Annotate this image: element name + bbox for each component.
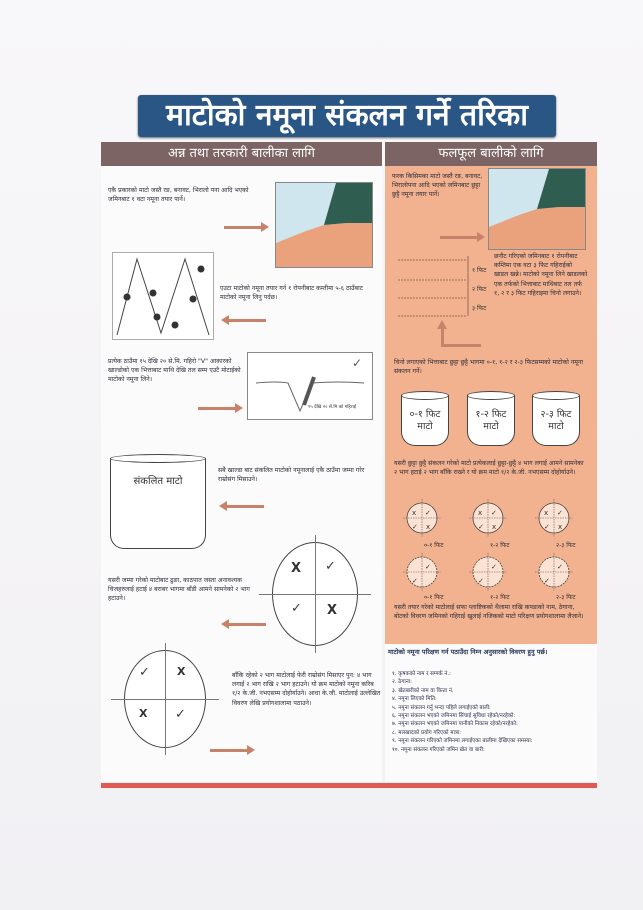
cross-mark: X: [139, 707, 148, 720]
page-title: माटोको नमूना संकलन गर्ने तरिका: [166, 98, 528, 133]
cup-0-1: [401, 395, 449, 446]
right-step-4: यसरी छुट्टा छुट्टै संकलन गरेको माटो प्रत्येकलाई छुट्टा-छुट्टै ४ भाग लगाई आमने सामनेका २ भाग हटाई २ भाग बाँकि राख्ने र यो क्रम माटो १/२ के.जी. नभएसम्म दोहोर्याउने।: [394, 460, 584, 477]
right-step-1: फरक किसिमका माटो जस्तै रङ, बनावट, भिरालोपना आदि भएको जमिनबाट छुट्टा छुट्टै नमूना तयार पार्ने।: [392, 173, 483, 199]
info-list: [392, 670, 596, 754]
cup-label: ०-१ फिट माटो: [409, 409, 441, 432]
header-grain-vegetable: अन्न तथा तरकारी बालीका लागि: [101, 142, 382, 166]
bottom-rule: [101, 783, 597, 788]
bucket-collected-soil: [110, 458, 206, 549]
svg-text:x: x: [492, 523, 497, 531]
svg-text:x: x: [426, 523, 431, 531]
sampling-zigzag: [112, 252, 214, 340]
info-item-8: ८. मलखादको प्रयोग गरिएको मात्रा:: [392, 729, 462, 736]
svg-text:x: x: [412, 509, 417, 517]
zigzag-icon: [113, 253, 213, 339]
arrow-up-base: [441, 344, 481, 347]
tick-mark: ✓: [139, 665, 150, 680]
info-item-9: ९. नमूना संकलन गरिएको जमिनमा लगाईएका बालीमा देखिएका समस्या:: [392, 738, 533, 745]
quarter-circle-icon: [534, 552, 574, 592]
left-step-1: एकै प्रकारको माटो जस्तै रङ, बनावट, भिरालो पना आदि भएको जमिनबाट १ वटा नमूना तयार पार्ने।: [108, 187, 249, 204]
svg-text:✓: ✓: [478, 577, 484, 585]
v-cut-caption: १५ देखि २० से.मि को गहिराई: [308, 405, 357, 410]
quarter-divider-v: [165, 643, 166, 755]
svg-text:x: x: [558, 523, 563, 531]
info-item-5: ५. नमूना संकलन गर्नु भन्दा पहिले लगाईएको बाली:: [392, 704, 491, 711]
info-heading: माटोको नमूना परिक्षण गर्न पठाउँदा निम्न अनुसारको विवरण हुनु पर्छ।: [388, 648, 548, 656]
svg-text:✓: ✓: [544, 577, 550, 585]
svg-text:✓: ✓: [478, 523, 484, 531]
tick-mark: ✓: [175, 707, 186, 722]
circle-label-2a: १-२ फिट: [490, 542, 510, 549]
cross-mark: X: [327, 603, 338, 618]
circle-label-3a: २-३ फिट: [556, 542, 576, 549]
small-circle-1: [402, 498, 442, 538]
arrow-left-3: [228, 623, 266, 626]
quarter-divider-v: [315, 535, 316, 653]
svg-text:✓: ✓: [352, 356, 363, 370]
cross-mark: X: [291, 561, 302, 576]
svg-text:✓: ✓: [425, 563, 431, 571]
quarter-circle-1: [272, 542, 358, 646]
right-step-5: यसरी तयार गरेको माटोलाई सफा प्लाष्टिकको थैलामा राखि कपडाको नाम, ठेगाना, बोटको विवरण जमिनको गहिराई खुलाई नजिकको माटो परिक्षण प्रयोगशालामा लैजाने।: [394, 604, 584, 621]
info-item-1: १. कृषकको नाम र सम्पर्क नं.:: [392, 671, 451, 677]
arrow-right-3: [210, 749, 248, 752]
info-item-3: ३. खेतबारीको नाम वा कित्ता नं.: [392, 687, 454, 694]
info-item-7: ७. नमूना संकलन भएको जमिनमा पानीको निकास रहेको/नरहेको:: [392, 721, 518, 728]
arrow-left-1: [228, 319, 266, 322]
circle-label-1b: ०-१ फिट: [424, 594, 444, 601]
circle-label-3b: २-३ फिट: [556, 594, 576, 601]
quarter-circle-2: [124, 650, 206, 748]
info-item-4: ४. नमूना लिएको मिति:: [392, 696, 437, 703]
arrow-up-icon: [437, 320, 447, 329]
left-step-2: एउटा माटोको नमूना तयार गर्न १ रोपनीबाट कम्तीमा ५-६ ठाउँबाट माटोको नमूना लिनु पर्दछ।: [220, 285, 363, 302]
left-step-4: सबै खाल्डा बाट संकलित माटोको नमूनालाई एकै ठाउँमा जम्मा गरेर राम्रोसंग मिसाउने।: [218, 467, 365, 484]
field-map-illustration: [275, 182, 373, 268]
arrow-right-4: [440, 236, 478, 239]
quarter-circle-icon: [402, 552, 442, 592]
quarter-circle-icon: [534, 498, 574, 538]
depth-mark-2: २ फिट: [472, 286, 487, 293]
right-step-3: चिनो लगाएको भित्ताबाट छुट्टा छुट्टै भागमा ०-१, १-२ र २-३ फिटसम्मको माटोको नमूना संकलन गर्ने।: [394, 359, 584, 376]
small-circle-6: [534, 552, 574, 592]
cup-label: २-३ फिट माटो: [540, 409, 572, 432]
svg-text:x: x: [478, 509, 483, 517]
arrow-right-2: [198, 407, 236, 410]
circle-label-2b: १-२ फिट: [490, 594, 510, 601]
circle-label-1a: ०-१ फिट: [424, 542, 444, 549]
right-step-2: छनौट गरिएको जमिनबाट १ रोपनीबाट कम्तिमा एक वटा ३ फिट गहिराईको खाडल खन्ने। माटोको नमूना लिने खाडलको एक तर्फको भित्ताबाट माथिबाट तल तर्फ १, २ र ३ फिट गहिराइमा चिनो लगाउने।: [494, 253, 588, 297]
cup-1-2: [467, 395, 515, 446]
svg-text:✓: ✓: [412, 523, 418, 531]
cross-mark: X: [177, 665, 186, 678]
left-step-6: बाँकि रहेको २ भाग माटोलाई फेरी राम्रोसंग मिसाएर पुन: ४ भाग लगाई २ भाग राखि २ भाग हटाउने। यो क्रम माटोको नमूना करिब १/२ के.जी. नभएसम्म दोहोर्याउने। आधा के.जी. माटोलाई उल्लेखित विवरण लेखि प्रयोगशालामा पठाउने।: [232, 672, 381, 707]
small-circle-4: [402, 552, 442, 592]
left-step-5: यसरी जम्मा गरेको माटोबाट ढुङा, काठपात जस्ता अनावश्यक चिजहरुलाई हटाई ४ बराबर भागमा बाँडी आमने सामनेको २ भाग हटाउने।: [108, 577, 250, 603]
svg-text:✓: ✓: [557, 509, 563, 517]
info-item-6: ६. नमूना संकलन भएको जमिनमा सिंचाई सुविधा रहेको/नरहेको:: [392, 713, 516, 720]
tick-mark: ✓: [291, 601, 302, 616]
quarter-circle-icon: [468, 552, 508, 592]
bucket-label: संकलित माटो: [133, 476, 183, 487]
left-step-3: प्रत्येक ठाउँमा १५ देखि २० से.मि. गहिरो "V" आकारको खाल्डोको एक भित्ताबाट माथि देखि तल सम्म एउटै मोटाईको माटोको नमूना लिने।: [108, 358, 241, 384]
svg-text:✓: ✓: [425, 509, 431, 517]
svg-text:x: x: [544, 509, 549, 517]
depth-mark-1: १ फिट: [472, 267, 487, 274]
svg-text:✓: ✓: [544, 523, 550, 531]
arrow-left-2: [226, 505, 264, 508]
svg-text:✓: ✓: [557, 563, 563, 571]
small-circle-5: [468, 552, 508, 592]
orchard-map-icon: [489, 169, 585, 249]
quarter-circle-icon: [402, 498, 442, 538]
quarter-circle-icon: [468, 498, 508, 538]
info-item-2: २. ठेगाना:: [392, 679, 412, 686]
small-circle-2: [468, 498, 508, 538]
cup-label: १-२ फिट माटो: [475, 409, 507, 432]
small-circle-3: [534, 498, 574, 538]
orchard-map-illustration: [488, 168, 586, 250]
tick-mark: ✓: [325, 559, 336, 574]
field-map-icon: [276, 183, 372, 267]
arrow-right-1: [224, 226, 262, 229]
info-item-10: १०. नमूना संकलन गरिएको जमिन खेत वा बारी:: [392, 746, 485, 753]
header-fruit: फलफूल बालीको लागि: [385, 142, 597, 166]
svg-text:✓: ✓: [491, 563, 497, 571]
depth-mark-3: ३ फिट: [472, 305, 487, 312]
svg-text:✓: ✓: [491, 509, 497, 517]
cup-2-3: [532, 395, 580, 446]
svg-text:✓: ✓: [412, 577, 418, 585]
